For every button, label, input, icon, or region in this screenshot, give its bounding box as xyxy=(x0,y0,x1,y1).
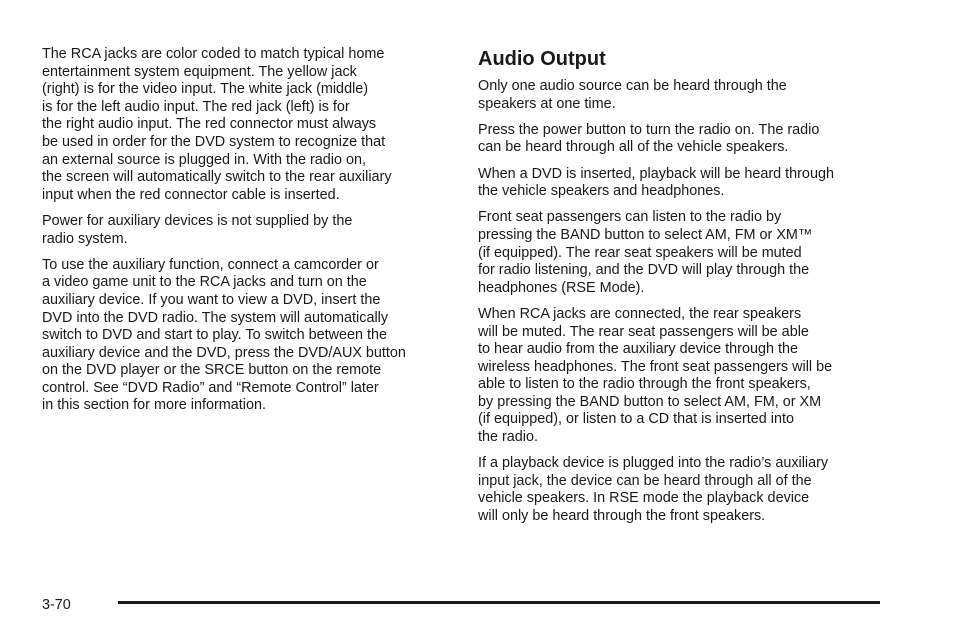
page-number: 3-70 xyxy=(42,597,71,613)
paragraph-one-source: Only one audio source can be heard through the speakers at one time. xyxy=(478,78,787,112)
section-heading: Audio Output xyxy=(478,48,606,70)
paragraph-dvd-inserted: When a DVD is inserted, playback will be heard through the vehicle speakers and headphones. xyxy=(478,165,834,200)
paragraph-auxiliary-power: Power for auxiliary devices is not supplied by the radio system. xyxy=(42,212,353,247)
footer-divider xyxy=(118,601,880,604)
paragraph-power-button: Press the power button to turn the radio on. The radio can be heard through all of the vehicle speakers. xyxy=(478,121,820,156)
paragraph-front-seat: Front seat passengers can listen to the radio by pressing the BAND button to select AM, FM or XM™ (if equipped). The rear seat speakers will be muted for radio listening, and the DVD will play through the headphones (RSE Mode). xyxy=(478,209,813,296)
paragraph-playback-device: If a playback device is plugged into the radio’s auxiliary input jack, the device can be heard through all of the vehicle speakers. In RSE mode the playback device will only be heard through the front speakers. xyxy=(478,455,829,525)
paragraph-rca-connected: When RCA jacks are connected, the rear speakers will be muted. The rear seat passengers will be able to hear audio from the auxiliary device through the wireless headphones. The front seat passengers will be able to listen to the radio through the front speakers, by pressing the BAND button to select AM, FM, or XM (if equipped), or listen to a CD that is inserted into the radio. xyxy=(478,305,833,446)
paragraph-auxiliary-function: To use the auxiliary function, connect a camcorder or a video game unit to the RCA jacks and turn on the auxiliary device. If you want to view a DVD, insert the DVD into the DVD radio. The system will automatically switch to DVD and start to play. To switch between the auxiliary device and the DVD, press the DVD/AUX button on the DVD player or the SRCE button on the remote control. See “DVD Radio” and “Remote Control” later in this section for more information. xyxy=(42,256,406,414)
paragraph-rca-jacks: The RCA jacks are color coded to match typical home entertainment system equipment. The yellow jack (right) is for the video input. The white jack (middle) is for the left audio input. The red jack (left) is for the right audio input. The red connector must always be used in order for the DVD system to recognize that an external source is plugged in. With the radio on, the screen will automatically switch to the rear auxiliary input when the red connector cable is inserted. xyxy=(42,46,392,203)
right-column xyxy=(478,46,884,534)
left-column xyxy=(42,46,446,424)
